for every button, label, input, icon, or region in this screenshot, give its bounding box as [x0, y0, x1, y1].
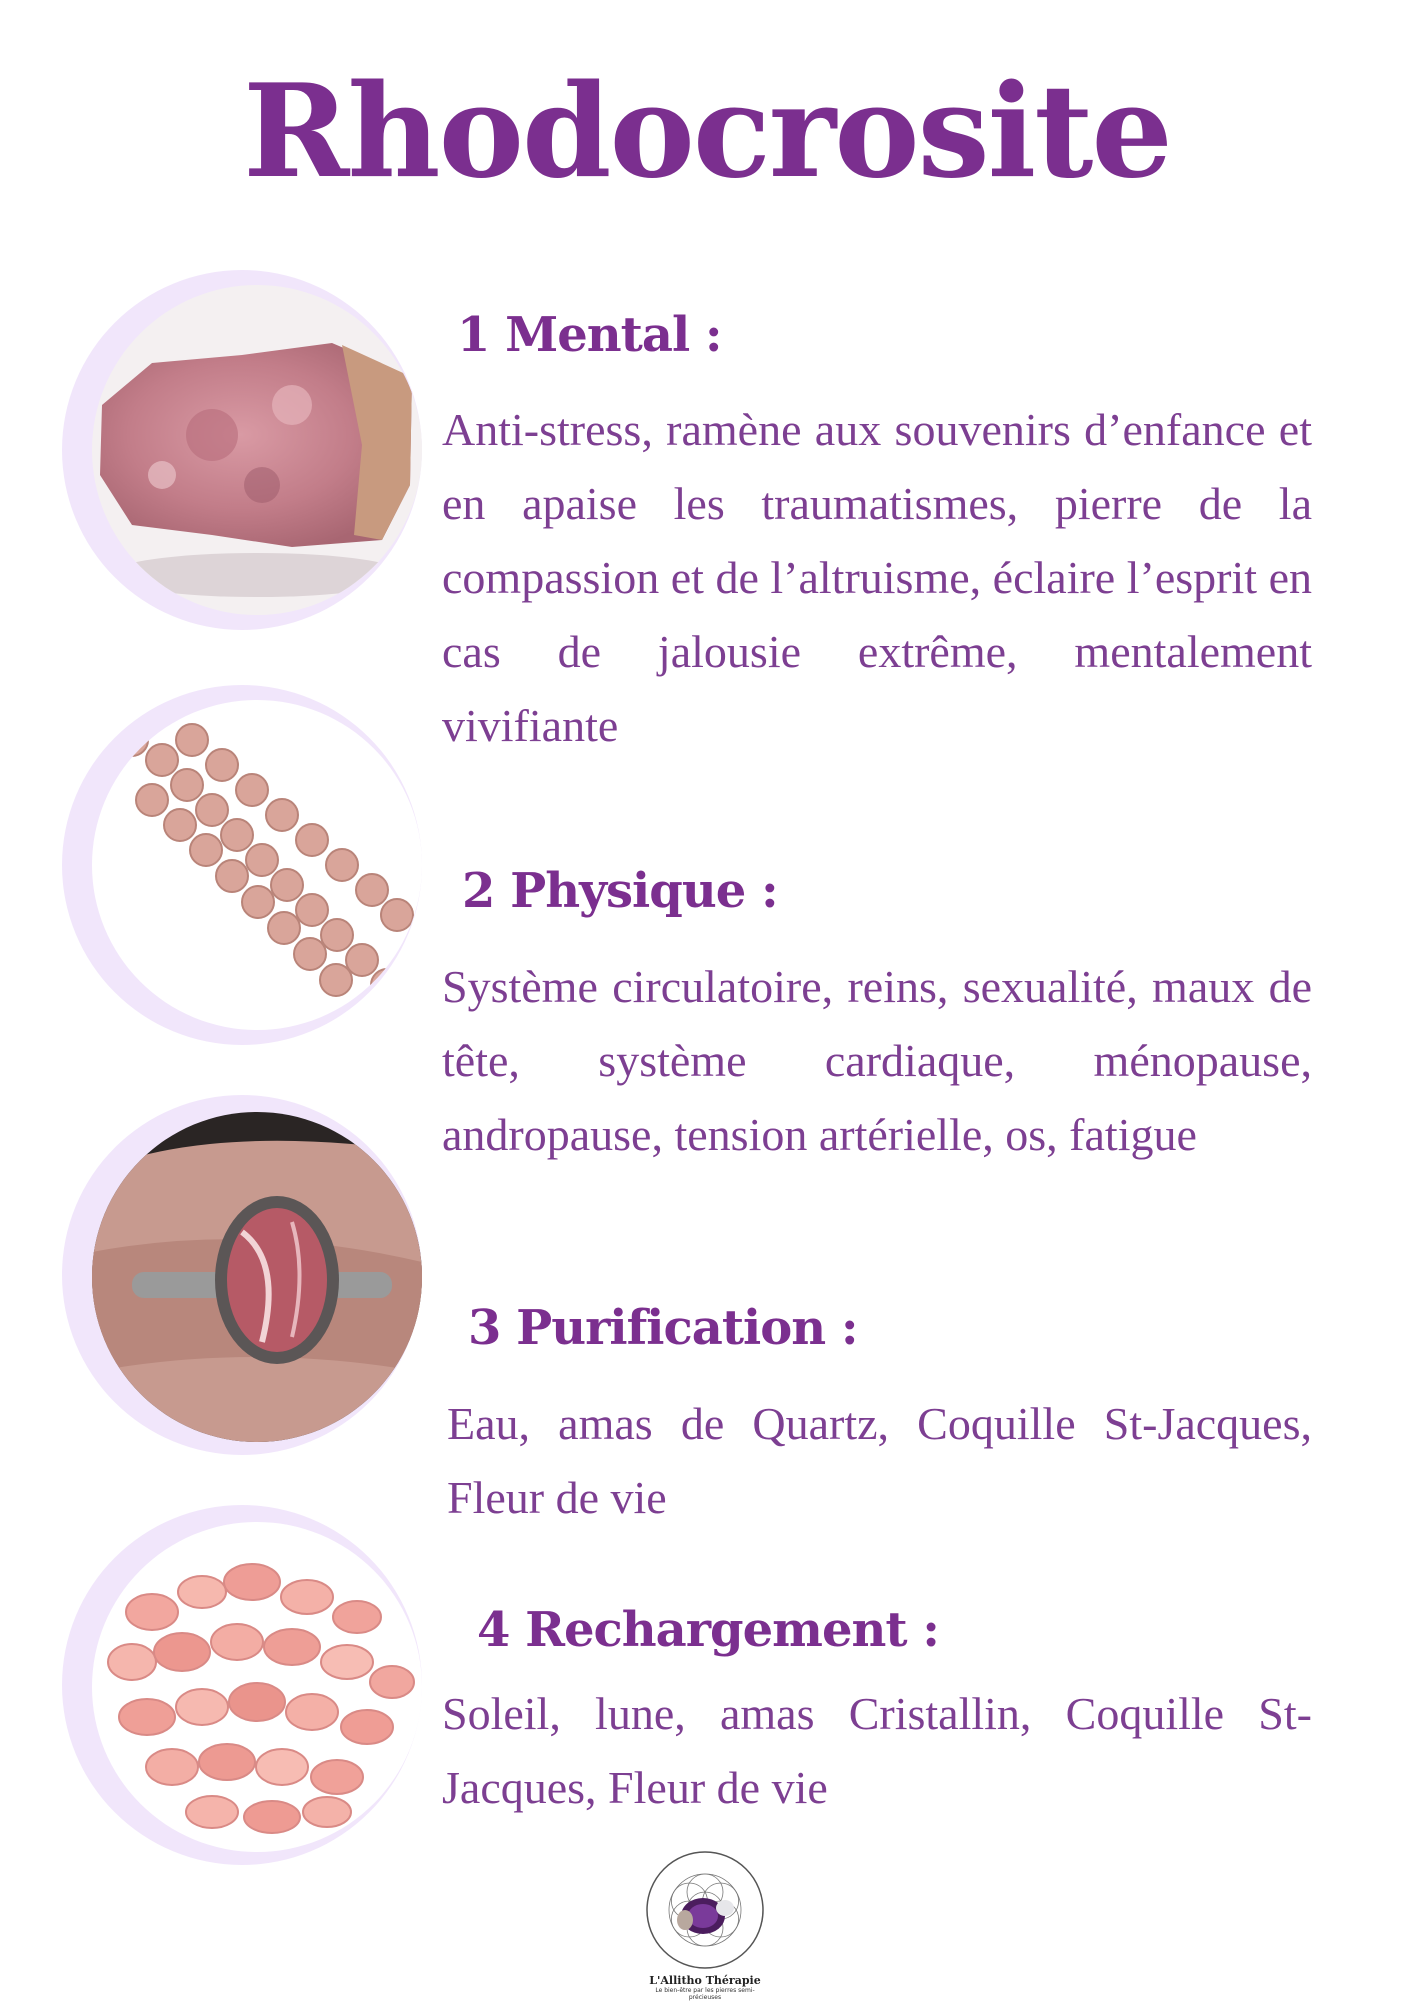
- flower-of-life-geode-logo-icon: [645, 1850, 765, 1970]
- section-text-purification: Eau, amas de Quartz, Coquille St-Jacques, Fleur de vie: [447, 1398, 1312, 1523]
- logo-name: L'Allitho Thérapie: [649, 1974, 761, 1987]
- section-heading-physique: 2 Physique :: [462, 863, 778, 919]
- logo-tagline: Le bien-être par les pierres semi-précieuses: [655, 1987, 755, 2001]
- section-heading-rechargement: 4 Rechargement :: [477, 1602, 939, 1658]
- bead-strand-icon: [92, 700, 422, 1030]
- page-title: Rhodocrosite: [243, 57, 1171, 207]
- brand-logo: [645, 1850, 765, 2001]
- section-text-mental: Anti-stress, ramène aux souvenirs d’enfance et en apaise les traumatismes, pierre de la compassion et de l’altruisme, éclaire l’esprit en cas de jalousie extrême, mentalement vivifiante: [442, 404, 1312, 751]
- section-text-physique: Système circulatoire, reins, sexualité, maux de tête, système cardiaque, ménopause, andropause, tension artérielle, os, fatigue: [442, 961, 1312, 1160]
- tumbled-chips-icon: [92, 1522, 422, 1852]
- raw-rhodochrosite-stone-icon: [92, 285, 422, 615]
- section-heading-mental: 1 Mental :: [457, 307, 722, 363]
- section-text-rechargement: Soleil, lune, amas Cristallin, Coquille St-Jacques, Fleur de vie: [442, 1688, 1312, 1813]
- ring-on-finger-icon: [92, 1112, 422, 1442]
- section-heading-purification: 3 Purification :: [468, 1300, 858, 1356]
